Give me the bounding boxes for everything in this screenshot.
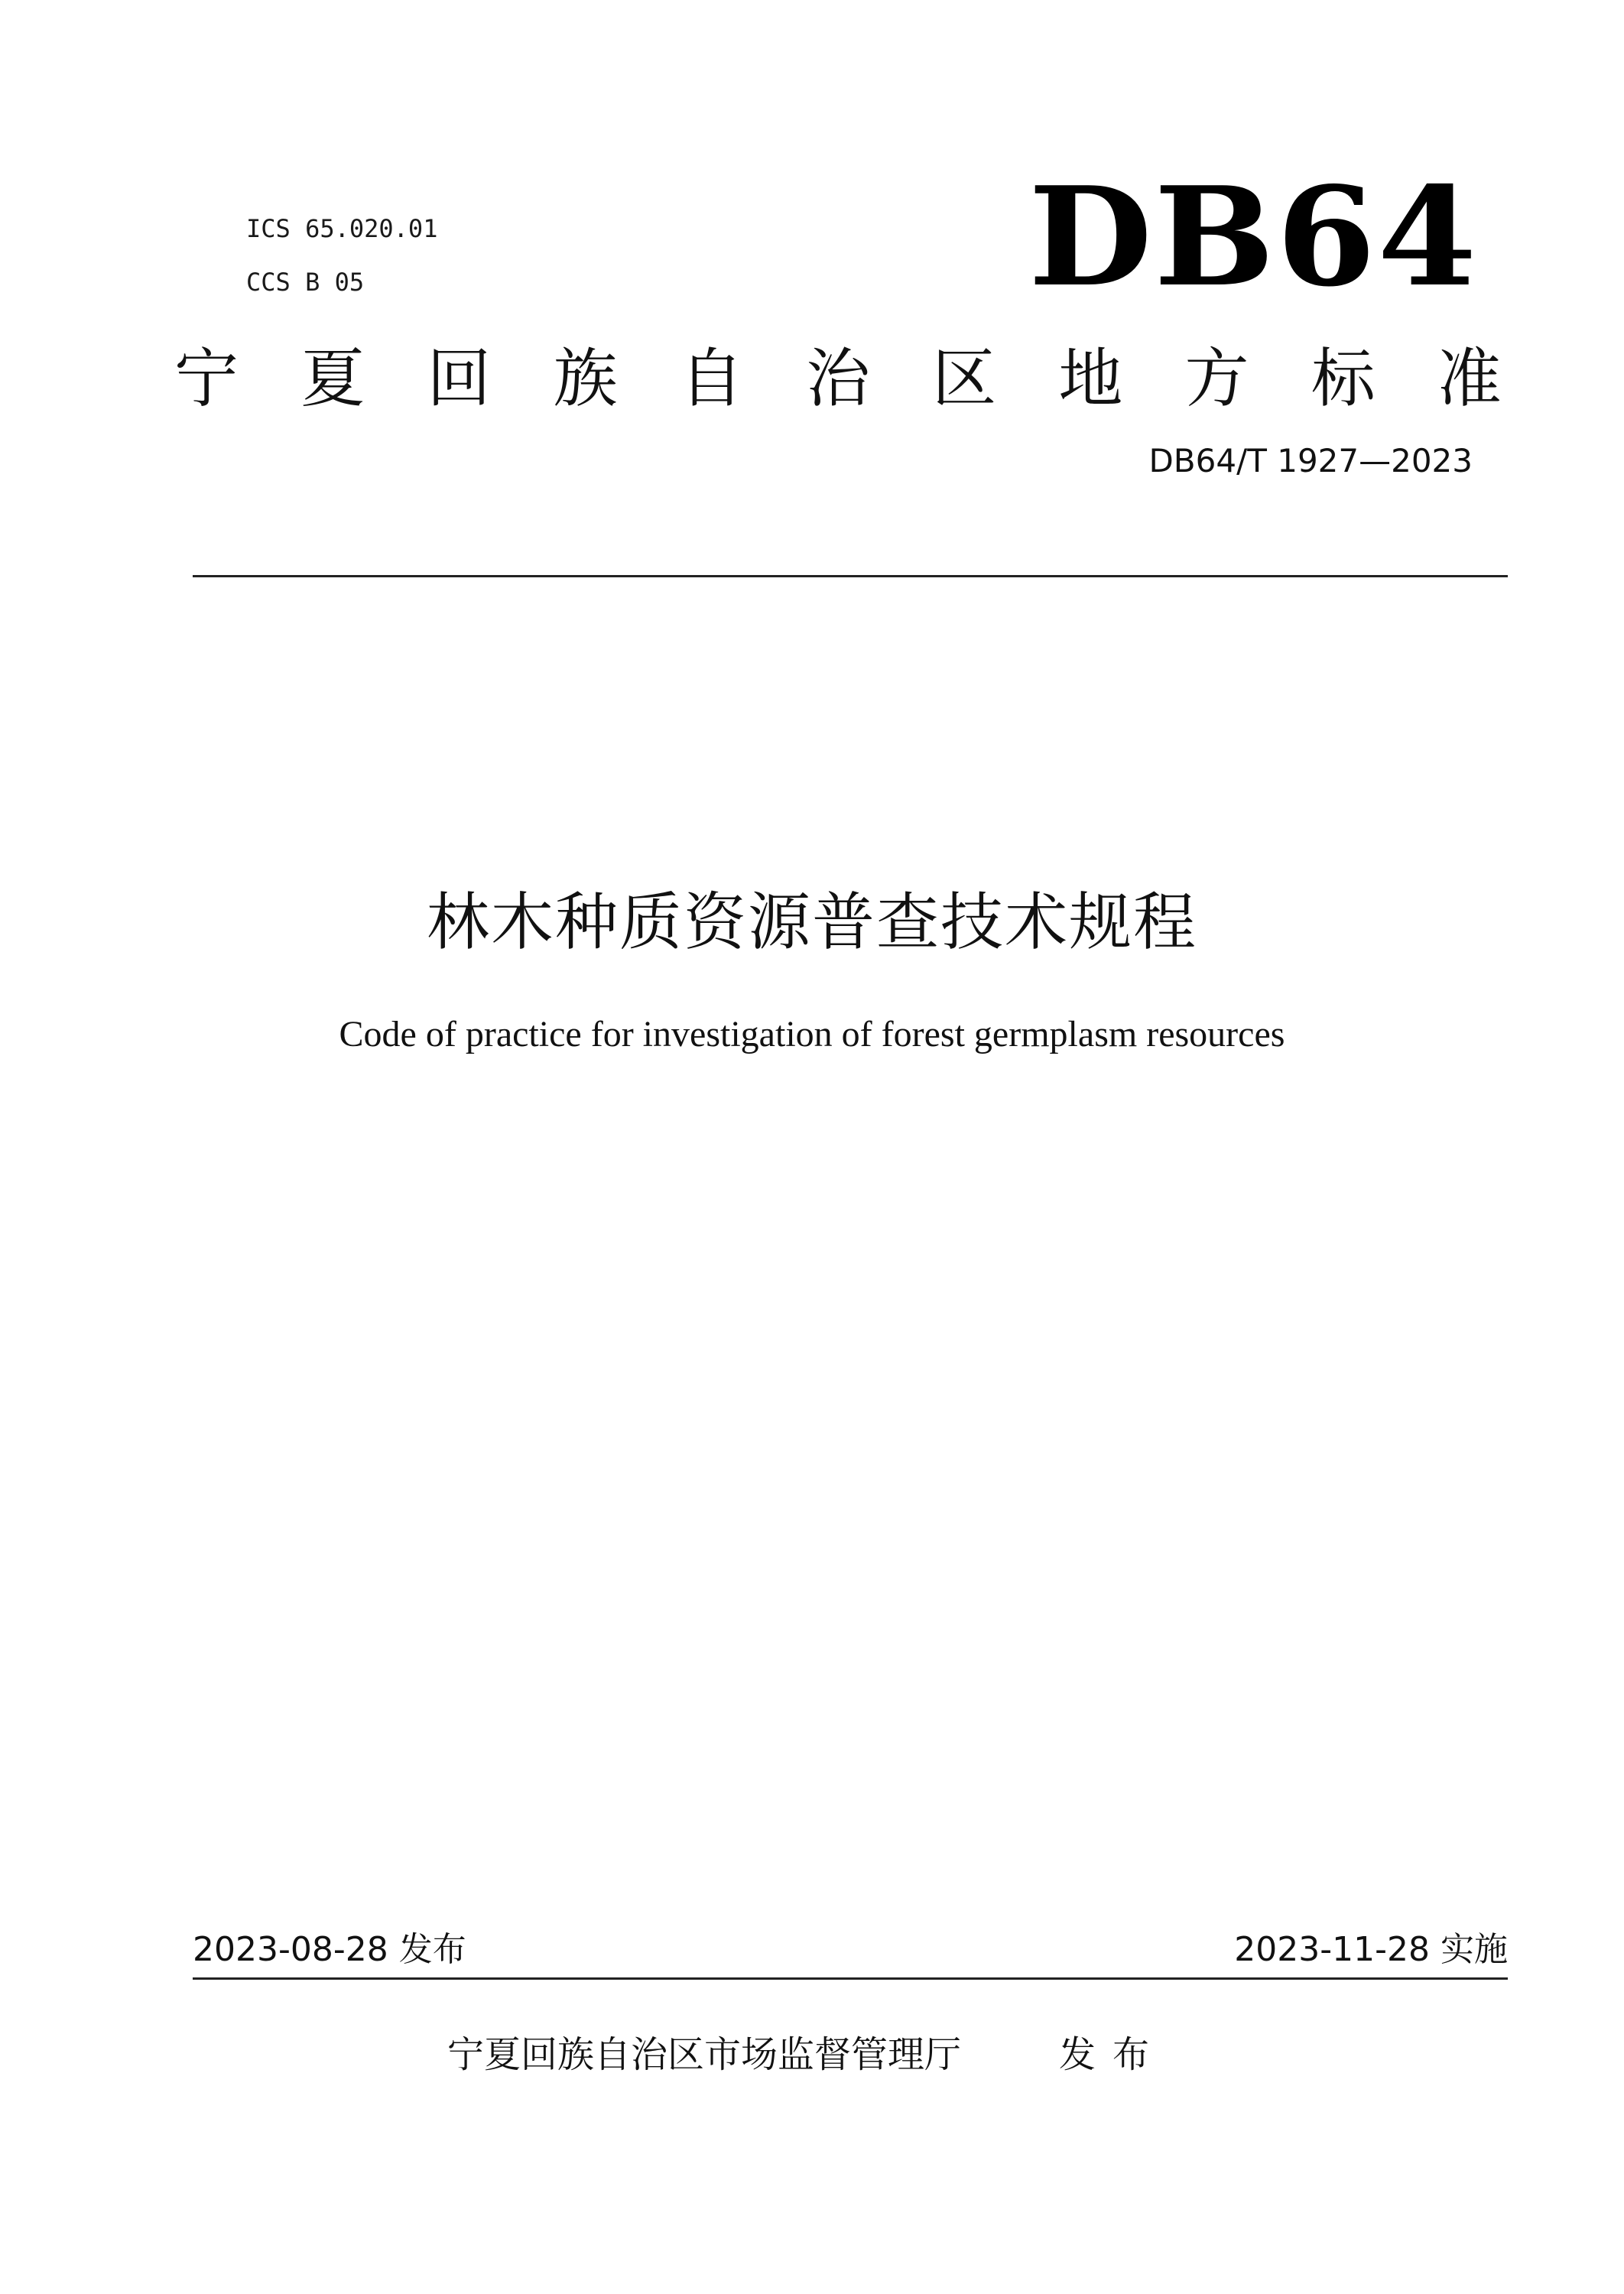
header-divider — [193, 575, 1508, 577]
standard-type-char: 族 — [553, 341, 618, 416]
footer-divider — [193, 1977, 1508, 1980]
standard-type-char: 夏 — [300, 341, 365, 416]
standard-type-char: 方 — [1184, 341, 1249, 416]
document-title-english: Code of practice for investigation of forest germplasm resources — [339, 1014, 1285, 1054]
standard-type-char: 地 — [1058, 341, 1123, 416]
standard-type-char: 区 — [932, 341, 997, 416]
standard-type-char: 回 — [427, 341, 492, 416]
publish-date: 2023-08-28 发布 — [193, 1930, 466, 1969]
standard-type-char: 准 — [1437, 341, 1502, 416]
document-title-chinese: 林木种质资源普查技术规程 — [426, 886, 1197, 959]
standard-type-char: 自 — [679, 341, 744, 416]
standard-type-char: 宁 — [174, 341, 239, 416]
standard-type-char: 标 — [1311, 341, 1376, 416]
standard-type-char: 治 — [805, 341, 870, 416]
ics-code: ICS 65.020.01 — [246, 214, 438, 243]
implement-date: 2023-11-28 实施 — [1234, 1930, 1508, 1969]
db64-logo: DB64 — [1028, 157, 1479, 317]
standard-code: DB64/T 1927—2023 — [1148, 442, 1473, 479]
standard-type-title — [174, 336, 1502, 421]
ccs-code: CCS B 05 — [246, 268, 365, 297]
issue-label: 发布 — [1059, 2033, 1167, 2076]
issuing-authority: 宁夏回族自治区市场监督管理厅 — [447, 2033, 962, 2076]
